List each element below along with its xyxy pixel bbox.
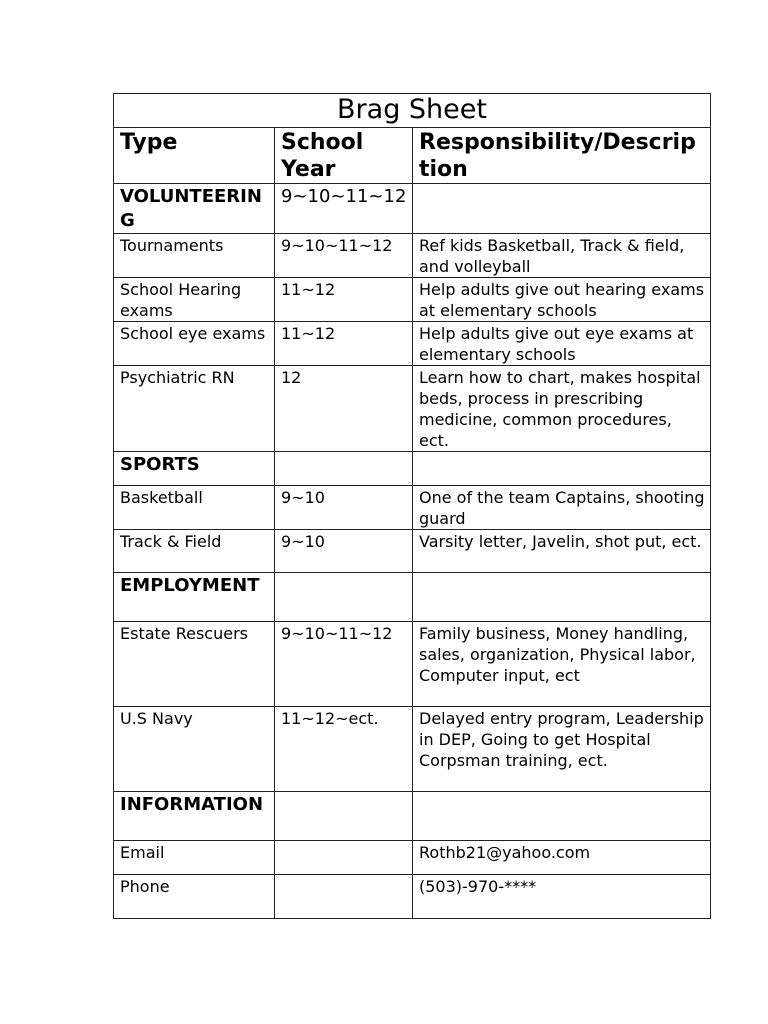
type-cell: Psychiatric RN (114, 366, 275, 452)
type-cell: INFORMATION (114, 792, 275, 841)
type-cell: U.S Navy (114, 707, 275, 792)
description-cell: Family business, Money handling, sales, organization, Physical labor, Computer input, ect (413, 622, 711, 707)
year-cell: 9~10~11~12 (275, 622, 413, 707)
year-cell (275, 792, 413, 841)
header-type: Type (114, 128, 275, 184)
type-cell: Estate Rescuers (114, 622, 275, 707)
title-row (114, 94, 711, 128)
section-row (114, 573, 711, 622)
description-cell (413, 452, 711, 486)
year-cell: 9~10~11~12 (275, 184, 413, 234)
description-cell: Rothb21@yahoo.com (413, 841, 711, 875)
description-cell: Learn how to chart, makes hospital beds, process in prescribing medicine, common procedures, ect. (413, 366, 711, 452)
type-cell: Phone (114, 875, 275, 919)
year-cell: 9~10 (275, 530, 413, 573)
description-cell: Help adults give out eye exams at elementary schools (413, 322, 711, 366)
description-cell: Help adults give out hearing exams at elementary schools (413, 278, 711, 322)
table-row (114, 486, 711, 530)
year-cell (275, 841, 413, 875)
header-school-year: School Year (275, 128, 413, 184)
description-cell (413, 184, 711, 234)
type-cell: School Hearing exams (114, 278, 275, 322)
table-row (114, 875, 711, 919)
type-cell: School eye exams (114, 322, 275, 366)
header-row (114, 128, 711, 184)
table-body (114, 184, 711, 919)
sheet-title: Brag Sheet (114, 94, 711, 128)
year-cell (275, 875, 413, 919)
description-cell: (503)-970-**** (413, 875, 711, 919)
table-row (114, 530, 711, 573)
year-cell: 12 (275, 366, 413, 452)
section-row (114, 792, 711, 841)
description-cell (413, 573, 711, 622)
description-cell (413, 792, 711, 841)
year-cell (275, 573, 413, 622)
description-cell: Varsity letter, Javelin, shot put, ect. (413, 530, 711, 573)
year-cell: 9~10 (275, 486, 413, 530)
type-cell: Tournaments (114, 234, 275, 278)
type-cell: VOLUNTEERING (114, 184, 275, 234)
table-row (114, 234, 711, 278)
section-row (114, 452, 711, 486)
description-cell: Delayed entry program, Leadership in DEP, Going to get Hospital Corpsman training, ect. (413, 707, 711, 792)
table-row (114, 707, 711, 792)
type-cell: SPORTS (114, 452, 275, 486)
type-cell: EMPLOYMENT (114, 573, 275, 622)
year-cell: 11~12 (275, 322, 413, 366)
type-cell: Track & Field (114, 530, 275, 573)
table-row (114, 278, 711, 322)
year-cell (275, 452, 413, 486)
description-cell: One of the team Captains, shooting guard (413, 486, 711, 530)
table-row (114, 366, 711, 452)
description-cell: Ref kids Basketball, Track & field, and volleyball (413, 234, 711, 278)
section-row (114, 184, 711, 234)
year-cell: 11~12~ect. (275, 707, 413, 792)
year-cell: 11~12 (275, 278, 413, 322)
table-row (114, 322, 711, 366)
table-row (114, 841, 711, 875)
header-responsibility: Responsibility/Description (413, 128, 711, 184)
table-row (114, 622, 711, 707)
type-cell: Email (114, 841, 275, 875)
year-cell: 9~10~11~12 (275, 234, 413, 278)
type-cell: Basketball (114, 486, 275, 530)
brag-sheet-table (113, 93, 711, 919)
